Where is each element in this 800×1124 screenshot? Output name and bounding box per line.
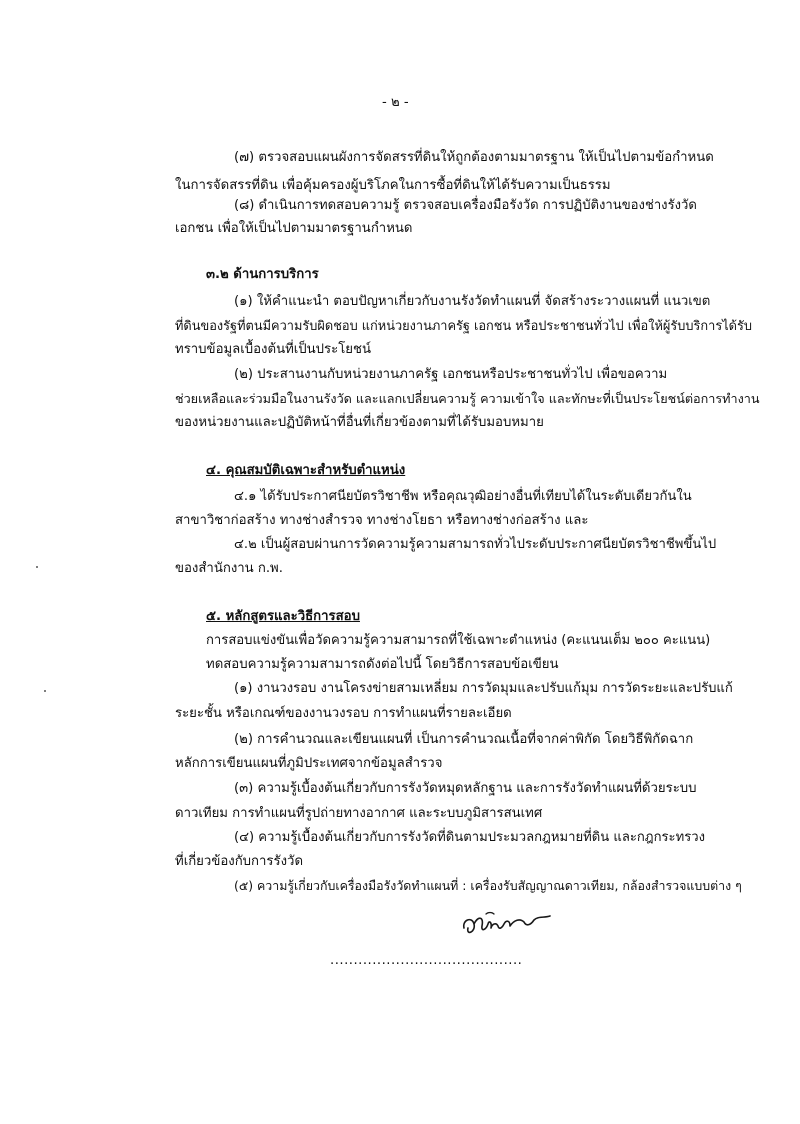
scan-speck <box>36 566 38 568</box>
section-3-2-item-2-line3: ของหน่วยงานและปฏิบัติหน้าที่อื่นที่เกี่ยวข้องตามที่ได้รับมอบหมาย <box>175 415 544 430</box>
section-3-2-item-1-line3: ทราบข้อมูลเบื้องต้นที่เป็นประโยชน์ <box>175 342 371 357</box>
section-3-2-item-2-line1: (๒) ประสานงานกับหน่วยงานภาครัฐ เอกชนหรือประชาชนทั่วไป เพื่อขอความ <box>234 367 668 382</box>
section-3-1-item-7-line2: ในการจัดสรรที่ดิน เพื่อคุ้มครองผู้บริโภคในการซื้อที่ดินให้ได้รับความเป็นธรรม <box>175 178 611 193</box>
section-5-item-4-line2: ที่เกี่ยวข้องกับการรังวัด <box>175 854 304 869</box>
page-number: - ๒ - <box>382 95 409 110</box>
section-4-2-line2: ของสำนักงาน ก.พ. <box>175 561 283 576</box>
section-5-intro-line1: การสอบแข่งขันเพื่อวัดความรู้ความสามารถที่ใช้เฉพาะตำแหน่ง (คะแนนเต็ม ๒๐๐ คะแนน) <box>206 633 711 648</box>
section-3-2-heading: ๓.๒ ด้านการบริการ <box>206 267 319 282</box>
section-5-item-1-line2: ระยะชั้น หรือเกณฑ์ของงานวงรอบ การทำแผนที่รายละเอียด <box>175 706 512 721</box>
scan-speck <box>44 690 46 692</box>
section-5-item-1-line1: (๑) งานวงรอบ งานโครงข่ายสามเหลี่ยม การวัดมุมและปรับแก้มุม การวัดระยะและปรับแก้ <box>234 681 733 696</box>
section-3-2-item-1-line1: (๑) ให้คำแนะนำ ตอบปัญหาเกี่ยวกับงานรังวัดทำแผนที่ จัดสร้างระวางแผนที่ แนวเขต <box>234 294 711 309</box>
section-5-item-4-line1: (๔) ความรู้เบื้องต้นเกี่ยวกับการรังวัดที่ดินตามประมวลกฎหมายที่ดิน และกฎกระทรวง <box>234 830 706 845</box>
handwritten-signature <box>458 906 558 946</box>
section-5-heading: ๕. หลักสูตรและวิธีการสอบ <box>206 609 360 624</box>
signature-dotted-line: ......................................... <box>330 953 523 968</box>
section-5-item-2-line1: (๒) การคำนวณและเขียนแผนที่ เป็นการคำนวณเนื้อที่จากค่าพิกัด โดยวิธีพิกัดฉาก <box>234 732 694 747</box>
section-3-2-item-1-line2: ที่ดินของรัฐที่ตนมีความรับผิดชอบ แก่หน่วยงานภาครัฐ เอกชน หรือประชาชนทั่วไป เพื่อให้ผู้รับบริการได้รับ <box>175 319 752 334</box>
section-5-item-3-line2: ดาวเทียม การทำแผนที่รูปถ่ายทางอากาศ และระบบภูมิสารสนเทศ <box>175 806 543 821</box>
section-4-2-line1: ๔.๒ เป็นผู้สอบผ่านการวัดความรู้ความสามารถทั่วไประดับประกาศนียบัตรวิชาชีพขึ้นไป <box>234 537 717 552</box>
section-4-heading: ๔. คุณสมบัติเฉพาะสำหรับตำแหน่ง <box>206 463 406 478</box>
section-5-item-3-line1: (๓) ความรู้เบื้องต้นเกี่ยวกับการรังวัดหมุดหลักฐาน และการรังวัดทำแผนที่ด้วยระบบ <box>234 781 697 796</box>
section-3-2-item-2-line2: ช่วยเหลือและร่วมมือในงานรังวัด และแลกเปลี่ยนความรู้ ความเข้าใจ และทักษะที่เป็นประโยชน์ต่อการทำงาน <box>175 391 760 406</box>
section-3-1-item-8-line2: เอกชน เพื่อให้เป็นไปตามมาตรฐานกำหนด <box>175 221 413 236</box>
section-5-item-2-line2: หลักการเขียนแผนที่ภูมิประเทศจากข้อมูลสำรวจ <box>175 756 443 771</box>
section-5-intro-line2: ทดสอบความรู้ความสามารถดังต่อไปนี้ โดยวิธีการสอบข้อเขียน <box>206 657 559 672</box>
section-4-1-line1: ๔.๑ ได้รับประกาศนียบัตรวิชาชีพ หรือคุณวุฒิอย่างอื่นที่เทียบได้ในระดับเดียวกันใน <box>234 489 692 504</box>
section-3-1-item-8-line1: (๘) ดำเนินการทดสอบความรู้ ตรวจสอบเครื่องมือรังวัด การปฏิบัติงานของช่างรังวัด <box>234 198 697 213</box>
section-3-1-item-7-line1: (๗) ตรวจสอบแผนผังการจัดสรรที่ดินให้ถูกต้องตามมาตรฐาน ให้เป็นไปตามข้อกำหนด <box>234 150 714 165</box>
section-5-item-5-line1: (๕) ความรู้เกี่ยวกับเครื่องมือรังวัดทำแผนที่ : เครื่องรับสัญญาณดาวเทียม, กล้องสำรวจแบบต่าง ๆ <box>234 878 742 893</box>
section-4-1-line2: สาขาวิชาก่อสร้าง ทางช่างสำรวจ ทางช่างโยธา หรือทางช่างก่อสร้าง และ <box>175 513 589 528</box>
